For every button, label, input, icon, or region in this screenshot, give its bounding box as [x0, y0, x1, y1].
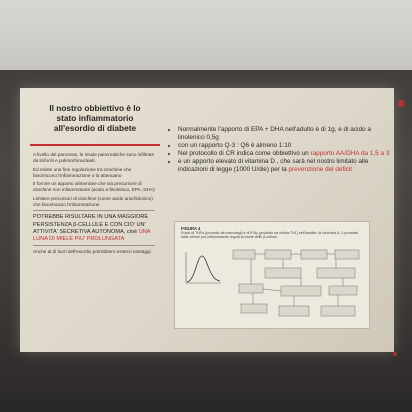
flow-box-1 [233, 250, 255, 259]
left-divider [33, 210, 155, 211]
deficit-prevention-text: prevenzione del deficit [288, 166, 353, 174]
flow-box-6 [317, 268, 355, 278]
title-line-2: stato infiammatorio [56, 113, 134, 123]
bullet-vitamin-d [178, 158, 390, 174]
title-line-1: Il nostro obbiettivo è lo [49, 103, 141, 113]
red-indicator-light [393, 352, 397, 356]
flow-box-12 [321, 306, 355, 316]
laser-pointer-dot [398, 100, 405, 107]
cr-protocol-text: Nel protocollo di CR indica come obbiettivo un [178, 150, 311, 158]
figure-curve-plot [183, 250, 223, 286]
plot-curve [187, 256, 220, 282]
figure-heading: FIGURA 4 [181, 226, 201, 231]
honeymoon-text: UNA LUNA DI MIELE PIU' PROLUNGATA [33, 228, 151, 242]
left-paragraph-2: Ed esiste una fine regolazione tra citochine che favoriscono l'infiammazione o la attenuano [33, 166, 132, 178]
title-line-3: all'esordio di diabete [53, 123, 137, 133]
bullet-list [168, 126, 390, 175]
figure-caption: Ruolo di TNFα (prodotto da macrofagi) e di IFNγ (prodotto da cellule Th1) nell'insulite; la citochina IL-1 prodotta dalle cellule pro-infiammatorie regola la morte delle β-cellule. [181, 231, 358, 240]
vitamin-d-text: e un apporto elevato di vitamina D , che sarà nel nostro limitato alle indicazioni di legge (1000 U/die) per la [178, 158, 369, 174]
left-paragraph-6: Anche al di fuori dell'esordio potrebbero esservi vantaggi [33, 249, 151, 255]
left-paragraph-1: A livello del pancreas, le insule pancreatiche sono infiltrate da linfociti e polimorfonucleati. [33, 152, 155, 164]
flow-box-3 [301, 250, 327, 259]
persistence-text: POTREBBE RISULTARE IN UNA MAGGIORE PERSISTENZA β-CELLULE E CON CIO' UN' ATTIVITA' SECRETIVA AUTONOMA, cioè [33, 214, 149, 235]
left-paragraph-4: Limitare precursori di citochine (come acido arachidonico) che favoriscano l'infiammazione [33, 195, 153, 208]
left-divider-2 [33, 245, 155, 246]
left-paragraph-5 [33, 214, 155, 243]
figure-panel [174, 221, 370, 329]
flow-box-2 [265, 250, 291, 259]
aa-dha-ratio-text: rapporto AA/DHA da 1,5 a 3 [310, 150, 390, 158]
flow-box-9 [329, 286, 357, 295]
left-paragraph-3: Il fornire un apporto alimentare che sia precursore di citochine non infiammatorie (acido a-linolenico, EPA, DHA) [33, 181, 155, 193]
flow-box-5 [265, 268, 301, 278]
bullet-ratio: • con un rapporto Q-3 : Q6 è almeno 1:10 [178, 142, 390, 150]
flow-box-7 [239, 284, 263, 293]
title-underline [30, 144, 160, 146]
bullet-cr-protocol [178, 150, 390, 158]
figure-flow-diagram [231, 246, 363, 324]
projection-screen-top [0, 0, 412, 70]
flow-box-11 [279, 306, 309, 316]
flow-box-10 [241, 304, 267, 313]
slide-title [30, 103, 160, 133]
flow-box-4 [335, 250, 359, 259]
flow-box-8 [281, 286, 321, 296]
bullet-epa-dha: • Normalmente l'apporto di EPA + DHA nell'adulto è di 1g, e di acido a linolenico 0,5g [178, 126, 390, 142]
left-text-box [33, 152, 155, 257]
slide-title-block [30, 103, 160, 133]
bullet-list-block [168, 126, 390, 175]
